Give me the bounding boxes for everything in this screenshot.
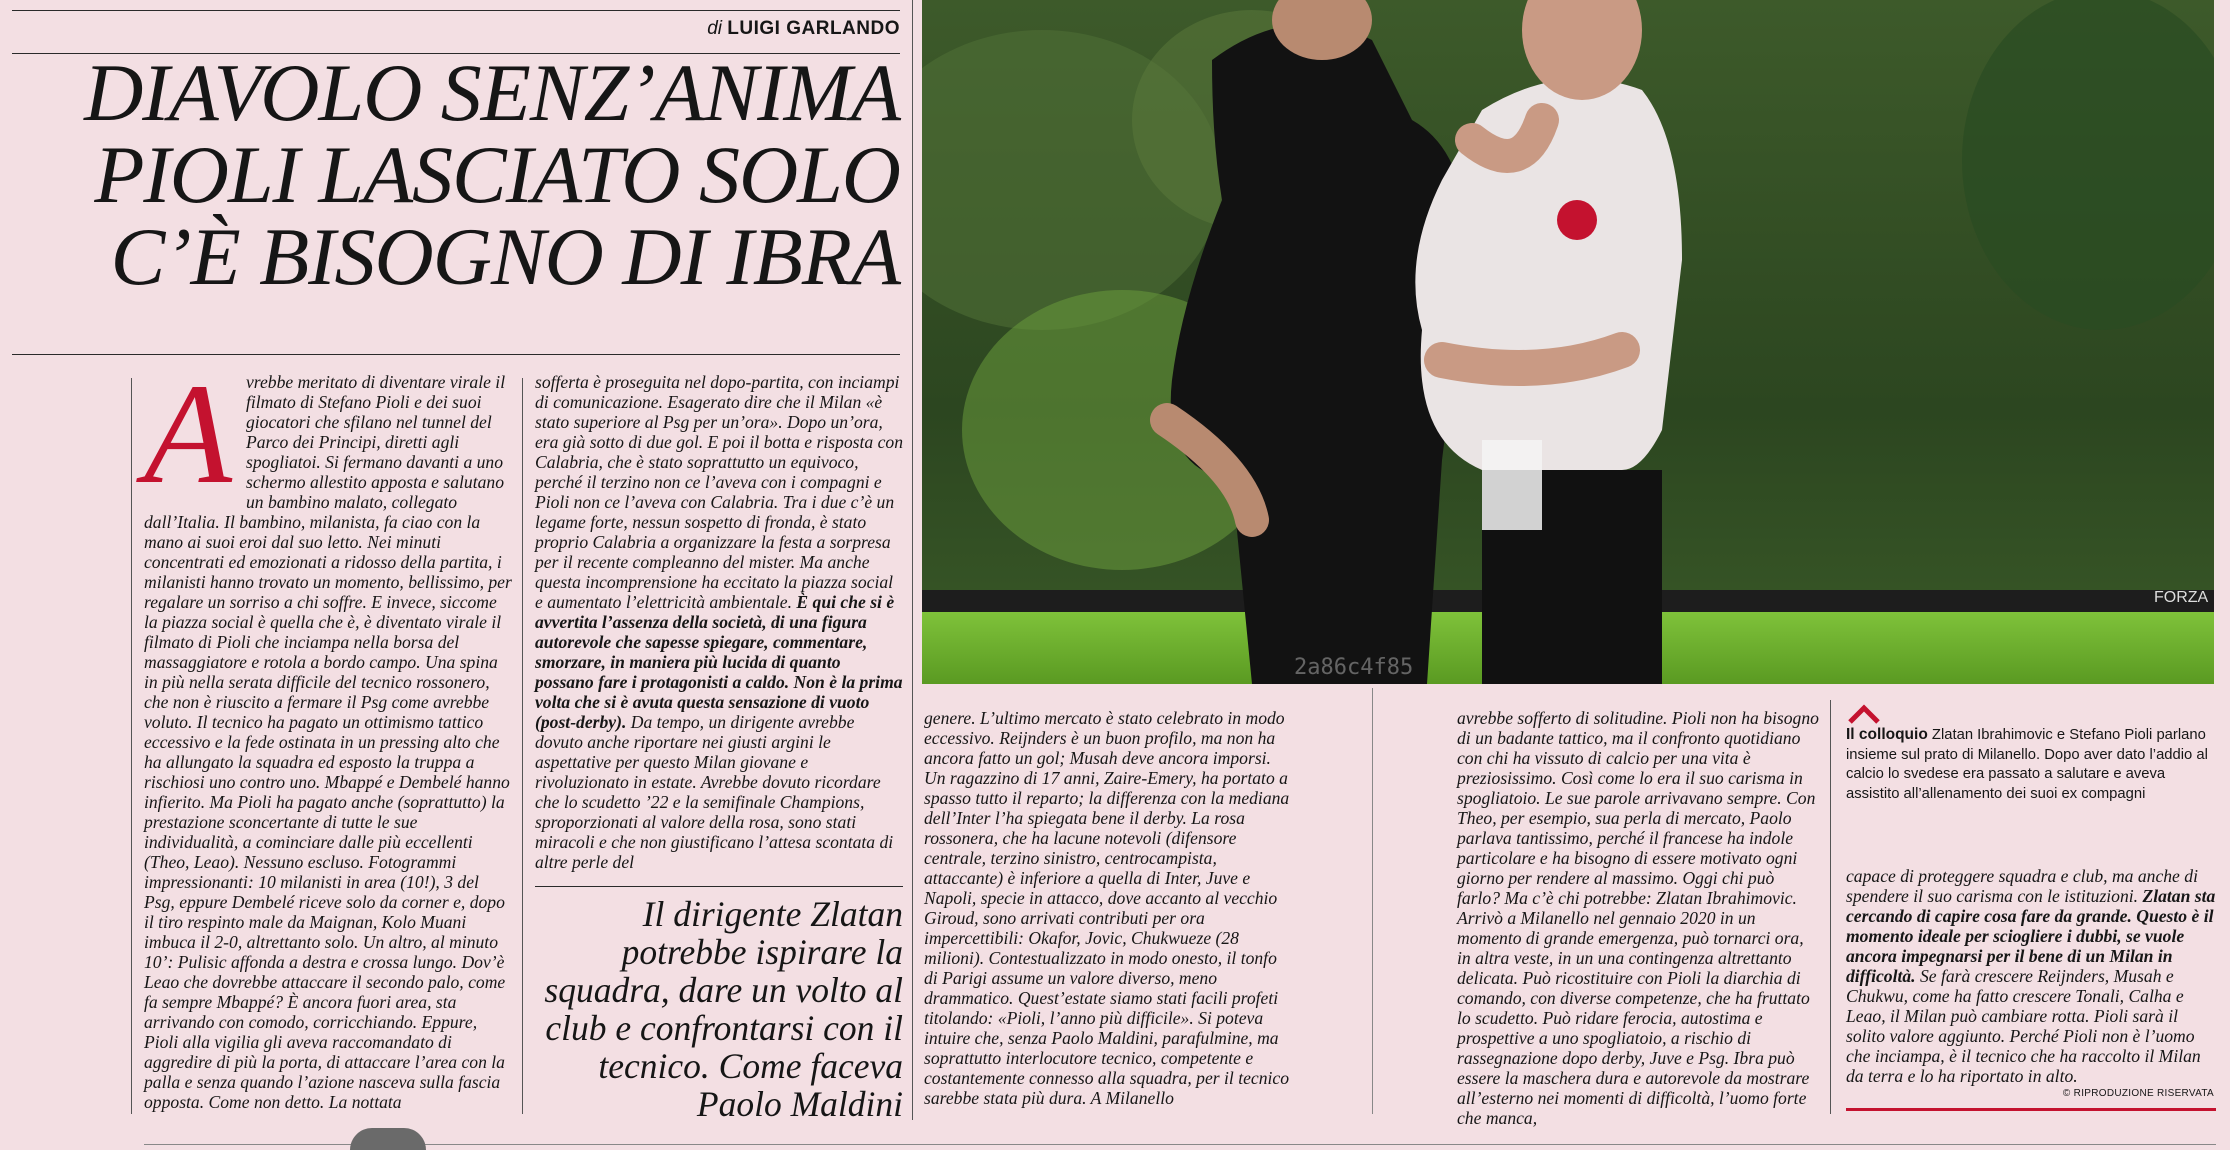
caption-chevron-icon bbox=[1846, 704, 1882, 724]
article-text-col2a: sofferta è proseguita nel dopo-partita, con inciampi di comunicazione. Esagerato dire che il Milan «è stato superiore al Psg per un’ora». Dopo un’ora, era già sotto di due gol. E poi il botta e risposta con Calabria, che è stato soprattutto un equivoco, perché il terzino non ce l’aveva con i compagni e Pioli non ce l’aveva con Calabria. Tra i due c’è un legame forte, nessun sospetto di fronda, è stato proprio Calabria a organizzare la festa a sorpresa per il recente compleanno del mister. Ma anche questa incomprensione ha eccitato la piazza social e aumentato l’elettricità ambientale. bbox=[535, 372, 903, 612]
pullquote-rule bbox=[535, 886, 903, 887]
pull-quote: Il dirigente Zlatan potrebbe ispirare la squadra, dare un volto al club e confrontarsi con il tecnico. Come faceva Paolo Maldini bbox=[544, 894, 903, 1124]
photo-image bbox=[922, 0, 2214, 684]
column-rule-right-1 bbox=[912, 0, 913, 1120]
article-column-1 bbox=[144, 355, 512, 1112]
article-column-5 bbox=[1846, 866, 2216, 1086]
column-rule-left bbox=[131, 378, 132, 1114]
article-text-col5b: Se farà crescere Reijnders, Musah e Chukwu, come ha fatto crescere Tonali, Calha e Leao, il Milan può cambiare rotta. Pioli sarà il solito valore aggiunto. Perché Pioli non è l’uomo che inciampa, è il tecnico che ha raccolto il Milan da terra e lo ha riportato in alto. bbox=[1846, 966, 2201, 1086]
headline-line-1: DIAVOLO SENZ’ANIMA bbox=[84, 47, 900, 138]
column-rule-mid bbox=[522, 378, 523, 1114]
article-text-col1: vrebbe meritato di diventare virale il filmato di Stefano Pioli e dei suoi giocatori che sfilano nel tunnel del Parco dei Principi, diretti agli spogliatoi. Si fermano davanti a uno schermo allestito apposta e salutano un bambino malato, collegato dall’Italia. Il bambino, milanista, fa ciao con la mano ai suoi eroi dal suo letto. Nei minuti concentrati ed emozionati a ridosso della partita, i milanisti hanno trovato un momento, bellissimo, per regalare un sorriso a chi soffre. E invece, siccome la piazza social è quella che è, è diventato virale il filmato di Pioli che inciampa nella borsa del massaggiatore e rotola a bordo campo. Una spina in più nella serata difficile del tecnico rossonero, che non è riuscito a fermare il Psg come avrebbe voluto. Il tecnico ha pagato un ottimismo tattico eccessivo e la fede ostinata in un pressing alto che ha allungato la squadra ed esposto la truppa a rischiosi uno contro uno. Mbappé e Dembelé hanno infierito. Ma Pioli ha pagato anche (soprattutto) la prestazione sconcertante di tutte le sue individualità, a cominciare dalle più eccellenti (Theo, Leao). Nessuno escluso. Fotogrammi impressionanti: 10 milanisti in area (10!), 3 del Psg, eppure Dembelé riceve solo da corner e, dopo il tiro respinto male da Maignan, Kolo Muani imbuca il 2-0, altrettanto solo. Un altro, al minuto 10’: Pulisic affonda a destra e crossa lungo. Dov’è Leao che dovrebbe attaccare il secondo palo, come fa sempre Mbappé? È ancora fuori area, sta arrivando con comodo, corricchiando. Eppure, Pioli alla vigilia gli aveva raccomandato di aggredire di più la porta, di attaccare l’area con la palla e senza quando l’azione nasceva sulla fascia opposta. Come non detto. La nottata bbox=[144, 372, 512, 1112]
column-rule-right-2 bbox=[1830, 700, 1831, 1114]
photo-caption bbox=[1846, 725, 2216, 804]
end-rule bbox=[1846, 1108, 2216, 1111]
caption-text: Zlatan Ibrahimovic e Stefano Pioli parlano insieme sul prato di Milanello. Dopo aver dato l’addio al calcio lo svedese era passato a salutare e aveva assistito all’allenamento dei suoi ex compagni bbox=[1846, 727, 2208, 802]
article-text-col4: avrebbe sofferto di solitudine. Pioli non ha bisogno di un badante tattico, ma il confronto quotidiano con chi ha vissuto di calcio per una vita è preziosissimo. Così come lo era il suo carisma in spogliatoio. Le sue parole arrivavano sempre. Con Theo, per esempio, sua perla di mercato, Paolo parlava tantissimo, perché il francese ha indole particolare e ha bisogno di essere motivato ogni giorno per rendere al massimo. Oggi chi può farlo? Ma c’è chi potrebbe: Zlatan Ibrahimovic. Arrivò a Milanello nel gennaio 2020 in un momento di grande emergenza, può tornarci ora, in altra veste, in un una contingenza altrettanto delicata. Può ricostituire con Pioli la diarchia di comando, con diverse competenze, che ha fruttato lo scudetto. Può ridare ferocia, autostima e prospettive a uno spogliatoio, a rischio di rassegnazione dopo derby, Juve e Psg. Ibra può essere la maschera dura e autorevole da mostrare all’esterno nei momenti di difficoltà, l’uomo forte che manca, bbox=[1457, 708, 1819, 1128]
bottom-photo-fragment bbox=[350, 1128, 426, 1150]
headline-line-3: C’È BISOGNO DI IBRA bbox=[110, 211, 900, 302]
bottom-rule bbox=[144, 1144, 2216, 1145]
top-rule bbox=[12, 10, 900, 11]
photo-banner-text: FORZA bbox=[2154, 589, 2209, 606]
article-text-col2b: Da tempo, un dirigente avrebbe dovuto anche riportare nei giusti argini le aspettative per questo Milan giovane e rivoluzionato in estate. Avrebbe dovuto ricordare che lo scudetto ’22 e la semifinale Champions, sproporzionati al valore della rosa, sono stati miracoli e che non giustificano l’attesa scontata di altre perle del bbox=[535, 712, 894, 872]
headline-line-2: PIOLI LASCIATO SOLO bbox=[94, 129, 900, 220]
headline bbox=[12, 47, 900, 302]
drop-cap: A bbox=[144, 355, 232, 514]
byline bbox=[707, 18, 900, 40]
rights-notice: © RIPRODUZIONE RISERVATA bbox=[2062, 1088, 2214, 1099]
photo-watermark: 2a86c4f85 bbox=[1294, 655, 1414, 680]
article-text-col5a: capace di proteggere squadra e club, ma anche di spendere il suo carisma con le istituzioni. bbox=[1846, 866, 2198, 906]
article-bold-col2: È qui che si è avvertita l’assenza della società, di una figura autorevole che sapesse spiegare, commentare, smorzare, in maniera più lucida di quanto possano fare i protagonisti a caldo. Non è la prima volta che si è avuta questa sensazione di vuoto (post-derby). bbox=[535, 592, 903, 732]
article-column-3 bbox=[924, 708, 1294, 1108]
article-bold-col5: Zlatan sta cercando di capire cosa fare da grande. Questo è il momento ideale per sciogliere i dubbi, se vuole ancora impegnarsi per il bene di un Milan in difficoltà. bbox=[1846, 886, 2216, 986]
caption-title: Il colloquio bbox=[1846, 726, 1928, 743]
column-rule-photo-split bbox=[1372, 688, 1373, 1114]
article-column-2 bbox=[535, 372, 903, 872]
byline-author: LUIGI GARLANDO bbox=[727, 18, 900, 39]
article-text-col3: genere. L’ultimo mercato è stato celebrato in modo eccessivo. Reijnders è un buon profilo, ma non ha ancora fatto un gol; Musah deve ancora imporsi. Un ragazzino di 17 anni, Zaire-Emery, ha portato a spasso tutto il reparto; la differenza con la mediana dell’Inter l’ha spiegata bene il derby. La rosa rossonera, che ha lacune notevoli (difensore centrale, terzino sinistro, centrocampista, attaccante) è inferiore a quella di Inter, Juve e Napoli, specie in attacco, dove accanto al vecchio Giroud, sono arrivati contributi per ora impercettibili: Okafor, Jovic, Chukwueze (28 milioni). Contestualizzato in modo onesto, il tonfo di Parigi assume un valore diverso, meno drammatico. Quest’estate siamo stati facili profeti titolando: «Pioli, l’anno più difficile». Si poteva intuire che, senza Paolo Maldini, parafulmine, ma soprattutto interlocutore tecnico, competente e costantemente connesso alla squadra, per il tecnico sarebbe stata più dura. A Milanello bbox=[924, 708, 1290, 1108]
byline-prefix: di bbox=[707, 18, 722, 39]
photo bbox=[922, 0, 2214, 684]
article-column-4 bbox=[1457, 708, 1819, 1128]
